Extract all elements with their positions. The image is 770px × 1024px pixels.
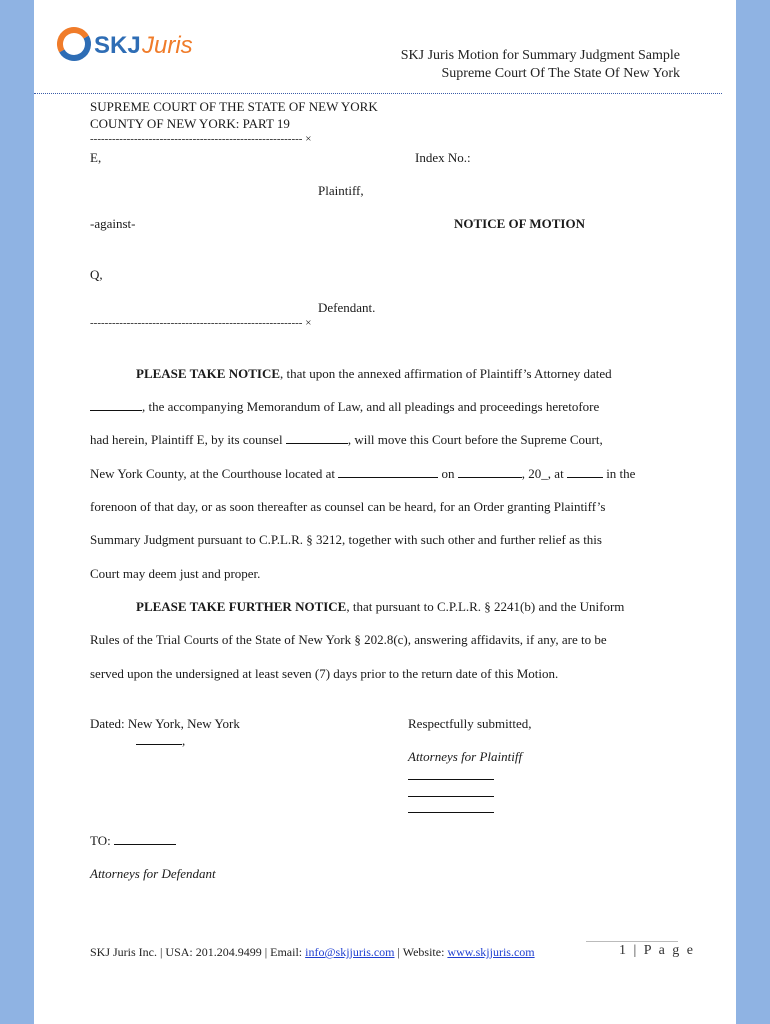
p2-line3: served upon the undersigned at least seven (7) days prior to the return date of this Motion. [90,666,559,681]
skjjuris-logo [56,24,206,64]
to-blank [114,834,176,845]
signature-line-2 [408,796,494,797]
footer-divider [586,941,678,942]
notice-of-motion-title: NOTICE OF MOTION [454,216,585,231]
defendant-role: Defendant. [318,300,376,315]
court-name: SUPREME COURT OF THE STATE OF NEW YORK [90,99,378,114]
document-page [34,0,736,1024]
header-title-line2: Supreme Court Of The State Of New York [441,66,680,81]
month-blank [458,467,522,478]
signature-line-1 [408,779,494,780]
caption-dash-line-top: ---------------------------------------------------------- × [90,133,312,145]
logo-text-juris: Juris [142,32,193,59]
footer-contact: SKJ Juris Inc. | USA: 201.204.9499 | Email: info@skjjuris.com | Website: www.skjjuris.com [90,945,535,959]
plaintiff-name: E, [90,150,102,165]
court-county: COUNTY OF NEW YORK: PART 19 [90,116,290,131]
p1-line7: Court may deem just and proper. [90,566,261,581]
header-title-line1: SKJ Juris Motion for Summary Judgment Sample [400,48,680,63]
logo-swirl-icon [56,24,206,64]
footer-email-link[interactable]: info@skjjuris.com [305,945,395,959]
p2-line2: Rules of the Trial Courts of the State of New York § 202.8(c), answering affidavits, if any, are to be [90,632,607,647]
header-divider [34,93,722,94]
counsel-blank [286,433,348,444]
respectfully-submitted: Respectfully submitted, [408,716,532,731]
signature-line-3 [408,812,494,813]
dated-location: Dated: New York, New York [90,716,240,731]
attorneys-for-plaintiff: Attorneys for Plaintiff [408,749,523,764]
index-number-label: Index No.: [415,150,471,165]
caption-dash-line-bottom: ---------------------------------------------------------- × [90,317,312,329]
date-blank [90,400,142,411]
against-label: -against- [90,216,136,231]
please-take-notice: PLEASE TAKE NOTICE [136,366,281,381]
p1-line2: , the accompanying Memorandum of Law, and all pleadings and proceedings heretofore [90,399,599,415]
p1-line1: PLEASE TAKE NOTICE, that upon the annexed affirmation of Plaintiff’s Attorney dated [136,366,612,381]
defendant-name: Q, [90,267,103,282]
attorneys-for-defendant: Attorneys for Defendant [90,866,216,881]
please-take-further-notice: PLEASE TAKE FURTHER NOTICE [136,599,347,614]
p2-line1: PLEASE TAKE FURTHER NOTICE, that pursuant to C.P.L.R. § 2241(b) and the Uniform [136,599,625,614]
p1-line6: Summary Judgment pursuant to C.P.L.R. § 3212, together with such other and further relief as this [90,532,602,547]
logo-text-sk: SKJ [94,32,141,59]
p1-line5: forenoon of that day, or as soon thereafter as counsel can be heard, for an Order granting Plaintiff’s [90,499,606,514]
page-number: 1 | P a g e [619,943,695,958]
time-blank [567,467,603,478]
p1-line4: New York County, at the Courthouse located at on , 20_, at in the [90,466,636,481]
courthouse-blank [338,467,438,478]
to-line: TO: [90,833,176,849]
footer-website-link[interactable]: www.skjjuris.com [447,945,535,959]
dated-blank: , [136,733,185,749]
plaintiff-role: Plaintiff, [318,183,364,198]
p1-line3: had herein, Plaintiff E, by its counsel , will move this Court before the Supreme Court, [90,432,603,447]
